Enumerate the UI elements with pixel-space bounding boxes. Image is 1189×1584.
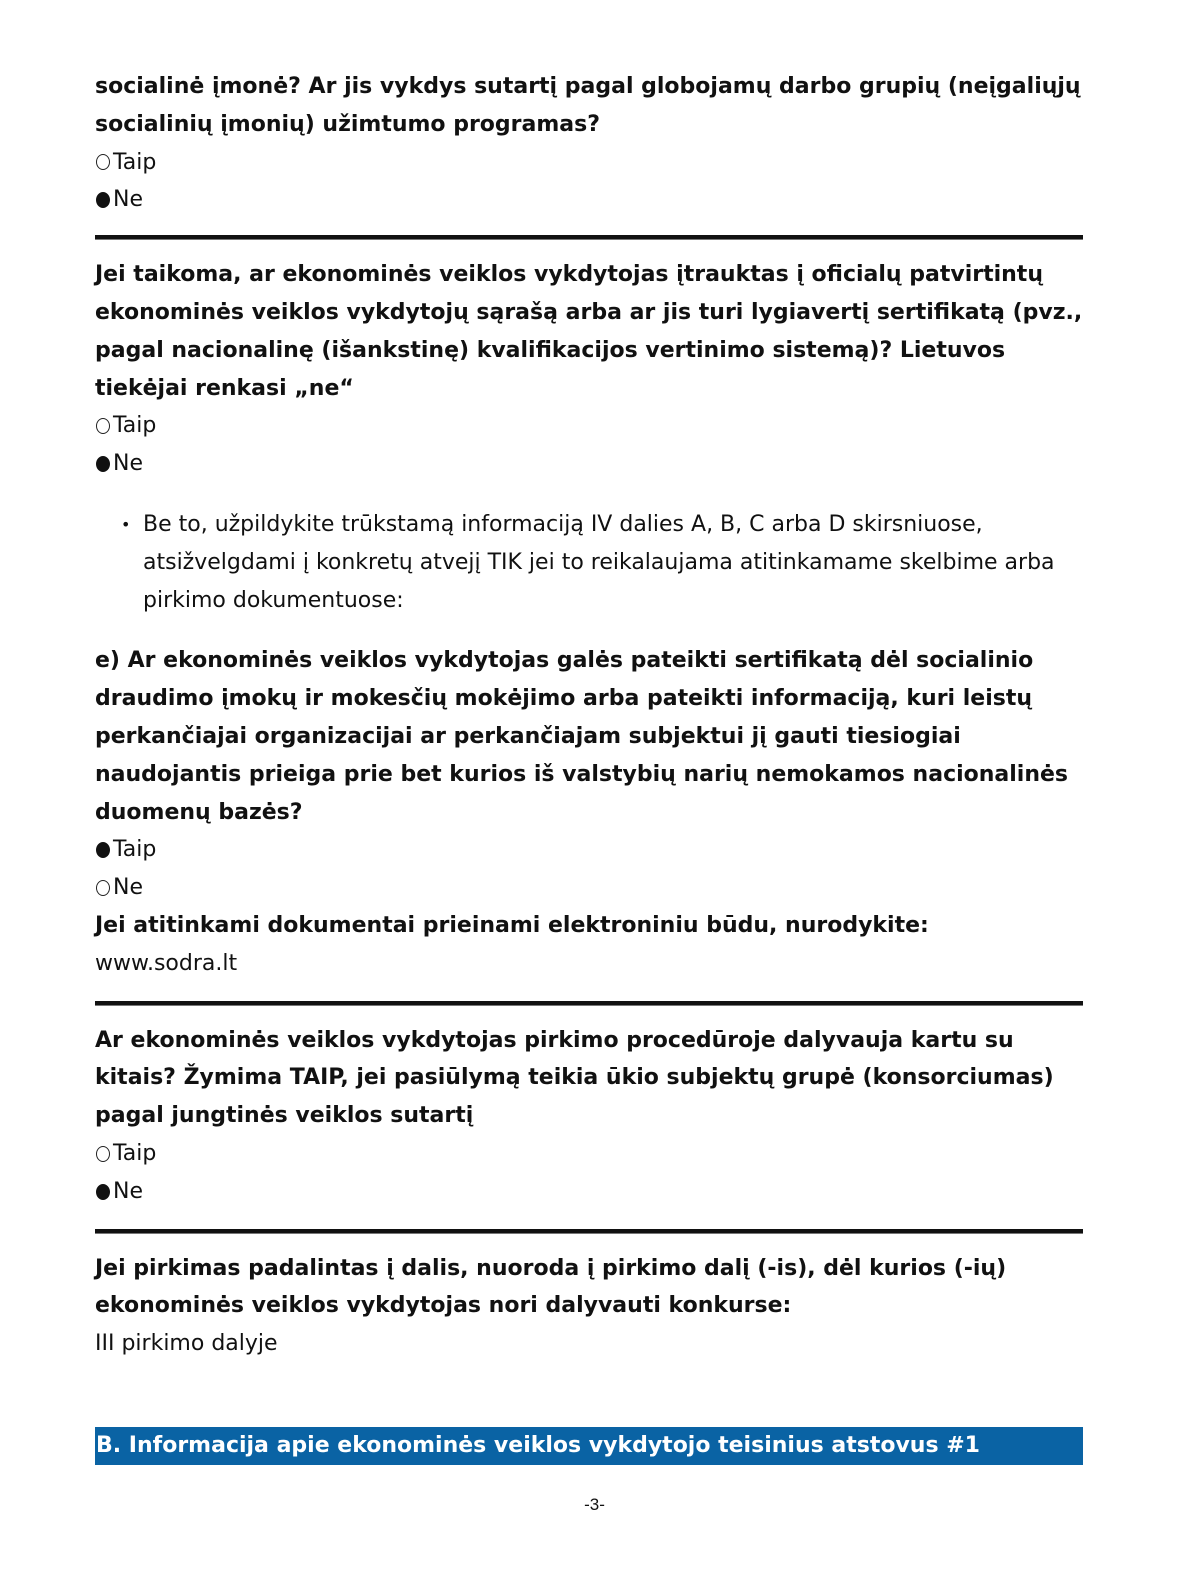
option-ne[interactable] bbox=[95, 181, 1083, 219]
section-header-b: B. Informacija apie ekonominės veiklos vykdytojo teisinius atstovus #1 bbox=[95, 1427, 1083, 1465]
option-taip[interactable] bbox=[95, 831, 1083, 869]
option-label: Ne bbox=[113, 451, 143, 477]
radio-selected-icon[interactable] bbox=[96, 1184, 110, 1200]
option-label: Taip bbox=[113, 837, 157, 863]
instruction-text: Be to, užpildykite trūkstamą informaciją IV dalies A, B, C arba D skirsniuose, atsižvelgdami į konkretų atvejį TIK jei to reikalaujama atitinkamame skelbime arba pirkimo dokumentuose: bbox=[143, 511, 1055, 613]
certificate-block bbox=[95, 642, 1083, 982]
option-label: Ne bbox=[113, 187, 143, 213]
radio-unselected-icon[interactable] bbox=[96, 154, 110, 170]
lots-answer: III pirkimo dalyje bbox=[95, 1331, 278, 1357]
official-list-block bbox=[95, 256, 1083, 483]
radio-unselected-icon[interactable] bbox=[96, 880, 110, 896]
electronic-docs-label: Jei atitinkami dokumentai prieinami elektroniniu būdu, nurodykite: bbox=[95, 912, 929, 938]
radio-selected-icon[interactable] bbox=[96, 456, 110, 472]
social-enterprise-question: socialinė įmonė? Ar jis vykdys sutartį pagal globojamų darbo grupių (neįgaliųjų socialinių įmonių) užimtumo programas? bbox=[95, 74, 1081, 137]
page-number: -3- bbox=[584, 1495, 605, 1514]
option-label: Taip bbox=[113, 149, 157, 175]
official-list-question: Jei taikoma, ar ekonominės veiklos vykdytojas įtrauktas į oficialų patvirtintų ekonominės veiklos vykdytojų sąrašą arba ar jis turi lygiavertį sertifikatą (pvz., pagal nacionalinę (išankstinę) kvalifikacijos vertinimo sistemą)? Lietuvos tiekėjai renkasi „ne“ bbox=[95, 262, 1083, 401]
option-taip[interactable] bbox=[95, 407, 1083, 445]
option-label: Ne bbox=[113, 875, 143, 901]
document-page bbox=[95, 68, 1083, 1363]
radio-unselected-icon[interactable] bbox=[96, 1146, 110, 1162]
option-ne[interactable] bbox=[95, 1173, 1083, 1211]
consortium-block bbox=[95, 1022, 1083, 1211]
lots-block bbox=[95, 1250, 1083, 1363]
certificate-question: e) Ar ekonominės veiklos vykdytojas galės pateikti sertifikatą dėl socialinio draudimo įmokų ir mokesčių mokėjimo arba pateikti informaciją, kuri leistų perkančiajai organizacijai ar perkančiajam subjektui jį gauti tiesiogiai naudojantis prieiga prie bet kurios iš valstybių narių nemokamos nacionalinės duomenų bazės? bbox=[95, 648, 1069, 825]
section-divider bbox=[95, 1001, 1083, 1006]
social-enterprise-block bbox=[95, 68, 1083, 219]
instruction-note bbox=[95, 506, 1083, 619]
option-ne[interactable] bbox=[95, 445, 1083, 483]
radio-unselected-icon[interactable] bbox=[96, 418, 110, 434]
radio-selected-icon[interactable] bbox=[96, 192, 110, 208]
bullet-icon: • bbox=[121, 514, 131, 534]
section-divider bbox=[95, 1229, 1083, 1234]
option-ne[interactable] bbox=[95, 869, 1083, 907]
radio-selected-icon[interactable] bbox=[96, 842, 110, 858]
electronic-docs-value: www.sodra.lt bbox=[95, 950, 238, 976]
option-taip[interactable] bbox=[95, 1135, 1083, 1173]
option-label: Ne bbox=[113, 1178, 143, 1204]
option-label: Taip bbox=[113, 413, 157, 439]
section-divider bbox=[95, 235, 1083, 240]
option-label: Taip bbox=[113, 1140, 157, 1166]
lots-question: Jei pirkimas padalintas į dalis, nuoroda į pirkimo dalį (-is), dėl kurios (-ių) ekonominės veiklos vykdytojas nori dalyvauti konkurse: bbox=[95, 1255, 1007, 1319]
consortium-question: Ar ekonominės veiklos vykdytojas pirkimo procedūroje dalyvauja kartu su kitais? Žymima TAIP, jei pasiūlymą teikia ūkio subjektų grupė (konsorciumas) pagal jungtinės veiklos sutartį bbox=[95, 1027, 1054, 1129]
option-taip[interactable] bbox=[95, 144, 1083, 182]
